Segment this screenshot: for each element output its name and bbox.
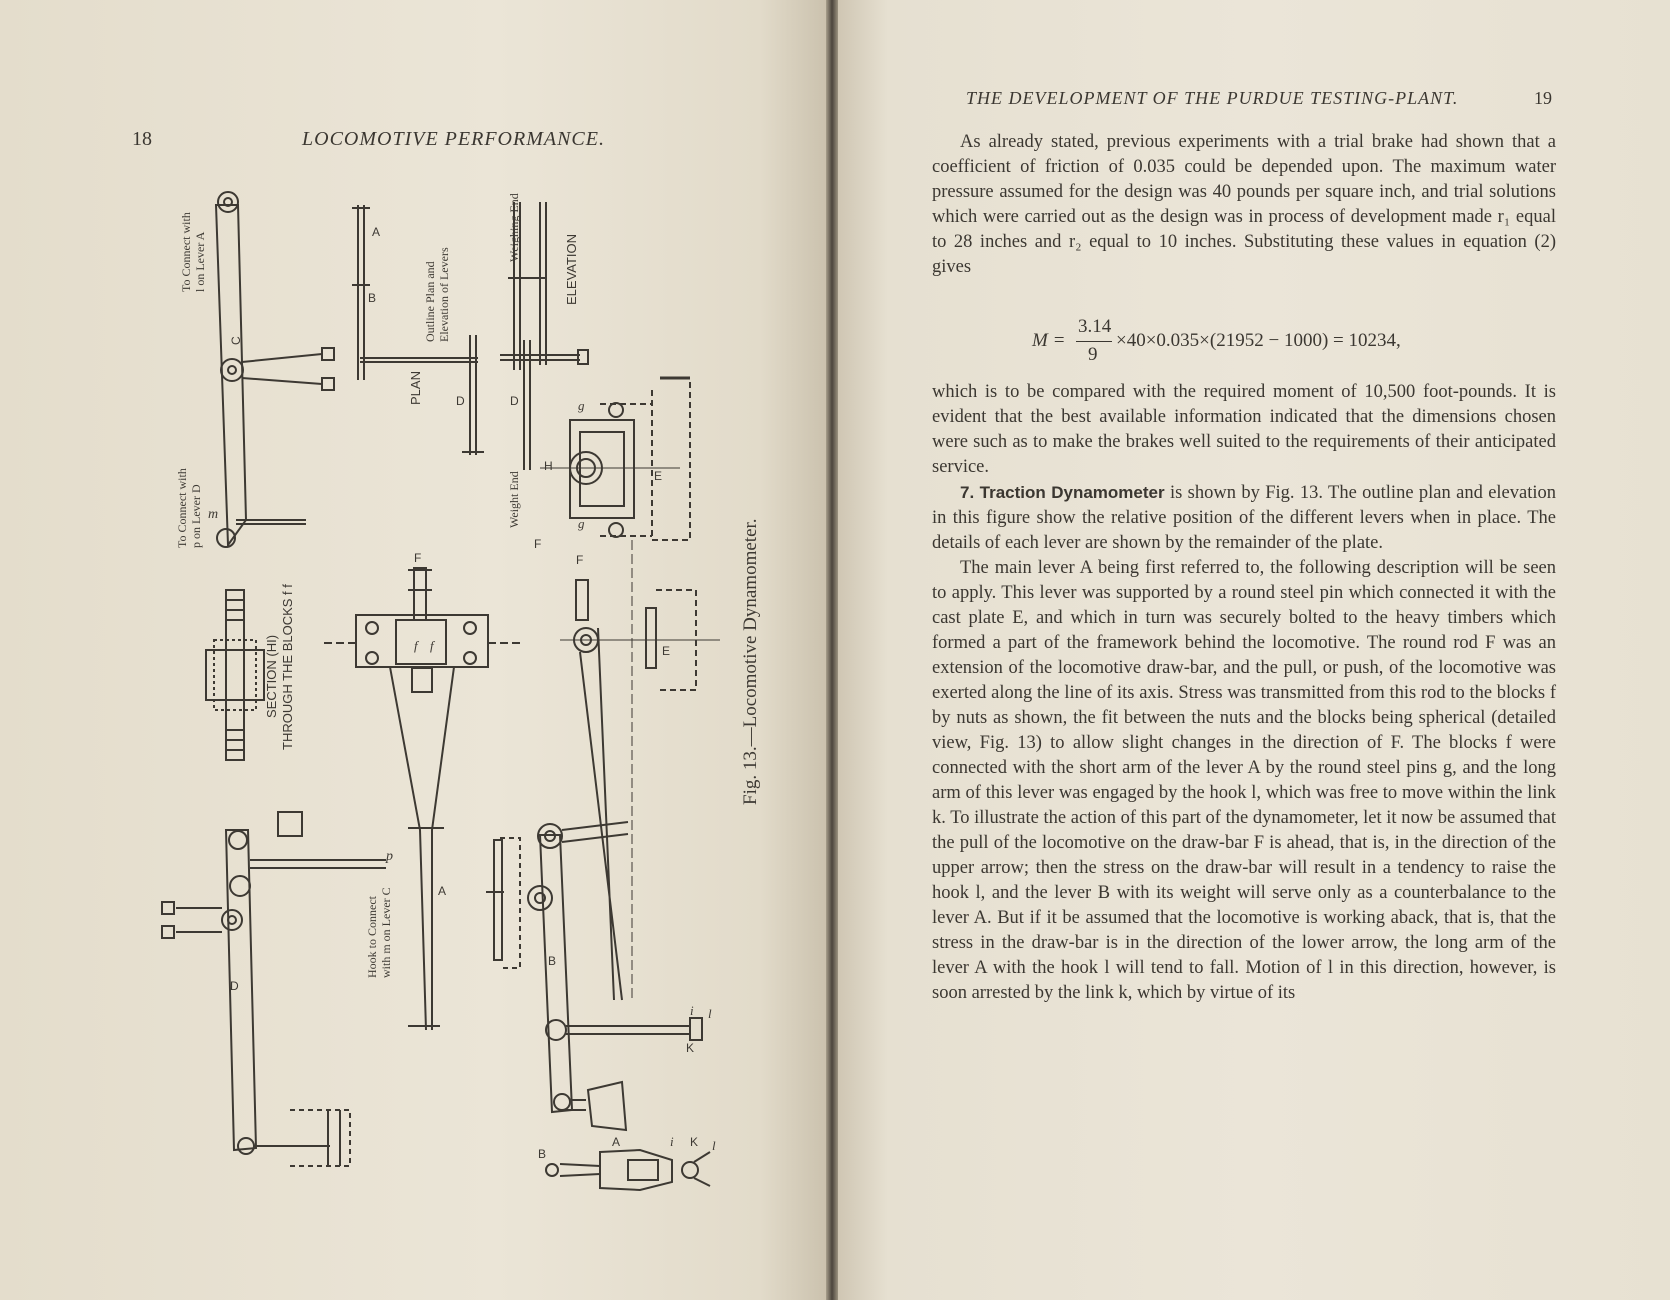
body-text-main bbox=[932, 380, 1556, 1006]
outline-plan-elevation-drawing bbox=[352, 202, 588, 470]
equation-numerator: 3.14 bbox=[1078, 316, 1112, 337]
label-b-1: B bbox=[368, 291, 377, 305]
label-weight-end: Weight End bbox=[507, 471, 521, 528]
label-outline-plan-2: Elevation of Levers bbox=[437, 247, 451, 342]
lever-b-drawing bbox=[486, 822, 702, 1130]
paragraph-2: which is to be compared with the required moment of 10,500 foot-pounds. It is evident that the best available information indicated that the dimensions chosen were such as to make the brakes well suited to the requirements of their anticipated service. bbox=[932, 382, 1556, 477]
label-b-2: B bbox=[548, 954, 557, 968]
label-i-1: i bbox=[690, 1003, 694, 1018]
equation-fraction-bar bbox=[1076, 341, 1112, 342]
label-hook-1: Hook to Connect bbox=[365, 896, 379, 978]
link-detail-drawing bbox=[546, 1150, 710, 1190]
paragraph-3 bbox=[932, 480, 1556, 556]
left-running-head: LOCOMOTIVE PERFORMANCE. bbox=[302, 128, 605, 150]
label-section-2: THROUGH THE BLOCKS f f bbox=[280, 584, 295, 750]
label-f-small-1: f bbox=[414, 638, 418, 653]
equation-rest: ×40×0.035×(21952 − 1000) = 10234, bbox=[1116, 330, 1401, 351]
label-f-2: F bbox=[414, 551, 422, 565]
equation-denominator: 9 bbox=[1088, 344, 1098, 365]
label-plan: PLAN bbox=[408, 371, 423, 405]
label-i-2: i bbox=[670, 1134, 674, 1149]
label-a-1: A bbox=[372, 225, 381, 239]
plate-h-drawing bbox=[540, 378, 690, 540]
label-d-2: D bbox=[510, 394, 519, 408]
equation-lhs: M = bbox=[1032, 330, 1066, 351]
label-g-1: g bbox=[578, 398, 585, 413]
equation bbox=[1032, 316, 1472, 366]
label-elevation: ELEVATION bbox=[564, 233, 579, 305]
book-gutter bbox=[826, 0, 838, 1300]
label-p: p bbox=[386, 849, 393, 864]
label-section-1: SECTION (HI) bbox=[264, 634, 279, 718]
label-f-small-2: f bbox=[430, 638, 434, 653]
lever-a-plan-drawing bbox=[324, 568, 520, 1030]
left-page-number: 18 bbox=[132, 128, 152, 150]
label-e-1: E bbox=[654, 469, 663, 483]
label-weighing-end: Weighing End bbox=[507, 193, 521, 262]
label-a-2: A bbox=[438, 884, 447, 898]
right-running-head: THE DEVELOPMENT OF THE PURDUE TESTING-PLANT. bbox=[966, 88, 1459, 108]
body-text-top bbox=[932, 130, 1556, 280]
lever-c-drawing bbox=[216, 192, 334, 547]
label-connect-p-1: To Connect with bbox=[175, 468, 189, 548]
label-connect-l-2: l on Lever A bbox=[193, 231, 207, 292]
label-l-2: l bbox=[712, 1138, 716, 1153]
label-l-1: l bbox=[708, 1006, 712, 1021]
label-e-2: E bbox=[662, 644, 671, 658]
label-hook-2: with m on Lever C bbox=[379, 887, 393, 978]
label-outline-plan-1: Outline Plan and bbox=[423, 261, 437, 342]
lever-a-elevation-drawing bbox=[560, 540, 720, 1000]
section-blocks-drawing bbox=[206, 590, 264, 760]
figure-caption: Fig. 13.—Locomotive Dynamometer. bbox=[740, 518, 761, 805]
label-k-1: K bbox=[686, 1041, 695, 1055]
label-d-1: D bbox=[456, 394, 465, 408]
lever-d-drawing bbox=[162, 812, 386, 1166]
paragraph-1: As already stated, previous experiments with a trial brake had shown that a coefficient of friction of 0.035 could be depended upon. The maximum water pressure assumed for the design was 40 pounds per square inch, and trial solutions which were carried out as the design was in process of development made r₁ equal to 28 inches and r₂ equal to 10 inches. Substituting these values in equation (2) gives bbox=[932, 132, 1556, 277]
label-connect-p-2: p on Lever D bbox=[189, 484, 203, 548]
label-g-2: g bbox=[578, 516, 585, 531]
label-f-3: F bbox=[576, 553, 584, 567]
label-a-3: A bbox=[612, 1135, 621, 1149]
label-h: H bbox=[544, 459, 553, 473]
label-m: m bbox=[208, 507, 219, 522]
label-c-1: C bbox=[229, 336, 243, 345]
label-b-3: B bbox=[538, 1147, 547, 1161]
label-d-3: D bbox=[230, 979, 239, 993]
right-page-number: 19 bbox=[1534, 88, 1552, 108]
label-k-2: K bbox=[690, 1135, 699, 1149]
label-f-1: F bbox=[534, 537, 542, 551]
dynamometer-figure bbox=[0, 0, 826, 1300]
section-heading: 7. Traction Dynamometer bbox=[960, 483, 1165, 502]
paragraph-3-text: is shown by Fig. 13. The outline plan and elevation in this figure show the relative position of the different levers when in place. The details of each lever are shown by the remainder of the plate. bbox=[932, 483, 1556, 553]
label-connect-l-1: To Connect with bbox=[179, 212, 193, 292]
paragraph-4: The main lever A being first referred to, the following description will be seen to apply. This lever was supported by a round steel pin which connected it with the cast plate E, and which in turn was securely bolted to the heavy timbers which formed a part of the framework behind the locomotive. The round rod F was an extension of the locomotive draw-bar, and the pull, or push, of the locomotive was exerted along the line of its axis. Stress was transmitted from this rod to the blocks f by nuts as shown, the fit between the nuts and the blocks being spherical (detailed view, Fig. 13) to allow slight changes in the direction of F. The blocks f were connected with the short arm of the lever A by the round steel pins g, and the long arm of this lever was engaged by the hook l, which was free to move within the link k. To illustrate the action of this part of the dynamometer, let it now be assumed that the pull of the locomotive on the draw-bar F is ahead, that is, in the direction of the upper arrow; then the stress on the draw-bar will result in a tendency to raise the hook l, and the lever B with its weight will serve only as a counterbalance to the lever A. But if it be assumed that the locomotive is working aback, that is, that the stress in the draw-bar is in the direction of the lower arrow, the long arm of the lever A with the hook l will tend to fall. Motion of l in this direction, however, is soon arrested by the link k, which by virtue of its bbox=[932, 558, 1556, 1003]
